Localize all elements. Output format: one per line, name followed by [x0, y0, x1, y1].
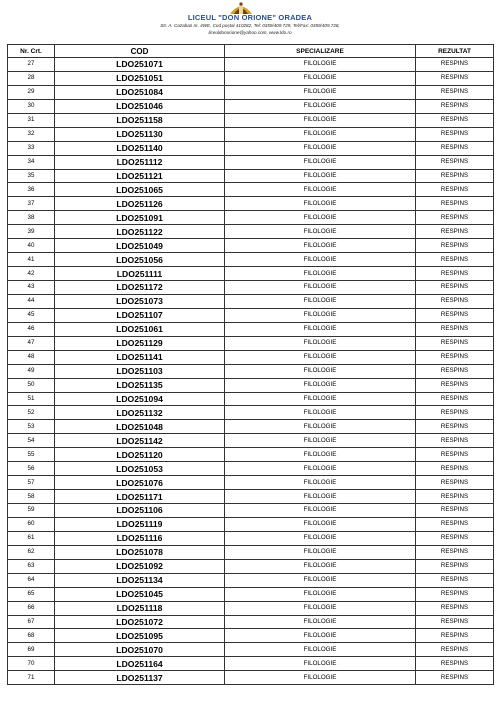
rezultat-cell: RESPINS: [416, 322, 494, 336]
specializare-cell: FILOLOGIE: [225, 490, 416, 504]
nr-cell: 38: [8, 211, 55, 225]
rezultat-cell: RESPINS: [416, 58, 494, 72]
table-row: [8, 601, 494, 615]
cod-cell: LDO251073: [55, 294, 225, 308]
cod-cell: LDO251046: [55, 99, 225, 113]
table-row: [8, 615, 494, 629]
cod-cell: LDO251103: [55, 364, 225, 378]
nr-cell: 62: [8, 545, 55, 559]
table-row: [8, 657, 494, 671]
table-row: [8, 113, 494, 127]
specializare-cell: FILOLOGIE: [225, 58, 416, 72]
cod-cell: LDO251132: [55, 406, 225, 420]
document-header: [0, 0, 500, 42]
rezultat-cell: RESPINS: [416, 169, 494, 183]
specializare-cell: FILOLOGIE: [225, 322, 416, 336]
cod-cell: LDO251065: [55, 183, 225, 197]
rezultat-cell: RESPINS: [416, 308, 494, 322]
table-row: [8, 448, 494, 462]
rezultat-cell: RESPINS: [416, 392, 494, 406]
table-row: [8, 559, 494, 573]
cod-cell: LDO251116: [55, 531, 225, 545]
cod-cell: LDO251111: [55, 267, 225, 281]
specializare-cell: FILOLOGIE: [225, 141, 416, 155]
specializare-cell: FILOLOGIE: [225, 350, 416, 364]
table-row: [8, 211, 494, 225]
table-row: [8, 504, 494, 518]
rezultat-cell: RESPINS: [416, 517, 494, 531]
nr-cell: 28: [8, 71, 55, 85]
nr-cell: 44: [8, 294, 55, 308]
rezultat-cell: RESPINS: [416, 643, 494, 657]
nr-cell: 57: [8, 476, 55, 490]
nr-cell: 65: [8, 587, 55, 601]
specializare-cell: FILOLOGIE: [225, 504, 416, 518]
table-row: [8, 545, 494, 559]
specializare-cell: FILOLOGIE: [225, 476, 416, 490]
table-row: [8, 99, 494, 113]
nr-cell: 69: [8, 643, 55, 657]
rezultat-cell: RESPINS: [416, 350, 494, 364]
cod-cell: LDO251071: [55, 58, 225, 72]
cod-cell: LDO251095: [55, 629, 225, 643]
specializare-cell: FILOLOGIE: [225, 197, 416, 211]
cod-cell: LDO251049: [55, 239, 225, 253]
specializare-cell: FILOLOGIE: [225, 448, 416, 462]
rezultat-cell: RESPINS: [416, 545, 494, 559]
table-row: [8, 169, 494, 183]
nr-cell: 31: [8, 113, 55, 127]
table-row: [8, 531, 494, 545]
table-row: [8, 85, 494, 99]
table-row: [8, 308, 494, 322]
rezultat-cell: RESPINS: [416, 197, 494, 211]
rezultat-cell: RESPINS: [416, 141, 494, 155]
cod-cell: LDO251172: [55, 281, 225, 295]
cod-cell: LDO251135: [55, 378, 225, 392]
rezultat-cell: RESPINS: [416, 615, 494, 629]
table-row: [8, 253, 494, 267]
nr-cell: 71: [8, 671, 55, 685]
table-row: [8, 643, 494, 657]
specializare-cell: FILOLOGIE: [225, 406, 416, 420]
specializare-cell: FILOLOGIE: [225, 559, 416, 573]
cod-cell: LDO251076: [55, 476, 225, 490]
table-row: [8, 71, 494, 85]
specializare-cell: FILOLOGIE: [225, 462, 416, 476]
table-row: [8, 462, 494, 476]
specializare-cell: FILOLOGIE: [225, 587, 416, 601]
school-contact: liceuldonorione@yahoo.com, www.ldo.ro: [208, 30, 292, 35]
specializare-cell: FILOLOGIE: [225, 267, 416, 281]
specializare-cell: FILOLOGIE: [225, 671, 416, 685]
cod-cell: LDO251107: [55, 308, 225, 322]
nr-cell: 42: [8, 267, 55, 281]
table-row: [8, 364, 494, 378]
specializare-cell: FILOLOGIE: [225, 517, 416, 531]
specializare-cell: FILOLOGIE: [225, 420, 416, 434]
rezultat-cell: RESPINS: [416, 99, 494, 113]
rezultat-cell: RESPINS: [416, 462, 494, 476]
cod-cell: LDO251045: [55, 587, 225, 601]
specializare-cell: FILOLOGIE: [225, 239, 416, 253]
table-row: [8, 517, 494, 531]
rezultat-cell: RESPINS: [416, 183, 494, 197]
rezultat-cell: RESPINS: [416, 294, 494, 308]
rezultat-cell: RESPINS: [416, 434, 494, 448]
rezultat-cell: RESPINS: [416, 559, 494, 573]
rezultat-cell: RESPINS: [416, 267, 494, 281]
table-row: [8, 420, 494, 434]
specializare-cell: FILOLOGIE: [225, 155, 416, 169]
specializare-cell: FILOLOGIE: [225, 99, 416, 113]
rezultat-cell: RESPINS: [416, 239, 494, 253]
specializare-cell: FILOLOGIE: [225, 253, 416, 267]
cod-cell: LDO251142: [55, 434, 225, 448]
nr-cell: 60: [8, 517, 55, 531]
rezultat-cell: RESPINS: [416, 85, 494, 99]
specializare-cell: FILOLOGIE: [225, 615, 416, 629]
specializare-cell: FILOLOGIE: [225, 601, 416, 615]
nr-cell: 30: [8, 99, 55, 113]
specializare-cell: FILOLOGIE: [225, 294, 416, 308]
nr-cell: 58: [8, 490, 55, 504]
rezultat-cell: RESPINS: [416, 490, 494, 504]
cod-cell: LDO251171: [55, 490, 225, 504]
nr-cell: 61: [8, 531, 55, 545]
nr-cell: 37: [8, 197, 55, 211]
table-row: [8, 225, 494, 239]
rezultat-cell: RESPINS: [416, 71, 494, 85]
nr-cell: 41: [8, 253, 55, 267]
nr-cell: 33: [8, 141, 55, 155]
specializare-cell: FILOLOGIE: [225, 169, 416, 183]
cod-cell: LDO251048: [55, 420, 225, 434]
nr-cell: 27: [8, 58, 55, 72]
cod-cell: LDO251126: [55, 197, 225, 211]
rezultat-cell: RESPINS: [416, 113, 494, 127]
column-header-rezultat: REZULTAT: [416, 45, 494, 58]
nr-cell: 34: [8, 155, 55, 169]
nr-cell: 59: [8, 504, 55, 518]
table-row: [8, 336, 494, 350]
rezultat-cell: RESPINS: [416, 155, 494, 169]
nr-cell: 39: [8, 225, 55, 239]
specializare-cell: FILOLOGIE: [225, 392, 416, 406]
table-row: [8, 197, 494, 211]
rezultat-cell: RESPINS: [416, 671, 494, 685]
specializare-cell: FILOLOGIE: [225, 225, 416, 239]
nr-cell: 47: [8, 336, 55, 350]
specializare-cell: FILOLOGIE: [225, 434, 416, 448]
nr-cell: 64: [8, 573, 55, 587]
table-row: [8, 322, 494, 336]
table-row: [8, 127, 494, 141]
cod-cell: LDO251158: [55, 113, 225, 127]
specializare-cell: FILOLOGIE: [225, 629, 416, 643]
rezultat-cell: RESPINS: [416, 504, 494, 518]
specializare-cell: FILOLOGIE: [225, 643, 416, 657]
nr-cell: 43: [8, 281, 55, 295]
table-row: [8, 378, 494, 392]
rezultat-cell: RESPINS: [416, 378, 494, 392]
specializare-cell: FILOLOGIE: [225, 71, 416, 85]
table-body: [8, 58, 494, 685]
specializare-cell: FILOLOGIE: [225, 183, 416, 197]
nr-cell: 45: [8, 308, 55, 322]
cod-cell: LDO251122: [55, 225, 225, 239]
nr-cell: 54: [8, 434, 55, 448]
rezultat-cell: RESPINS: [416, 364, 494, 378]
nr-cell: 68: [8, 629, 55, 643]
nr-cell: 70: [8, 657, 55, 671]
cod-cell: LDO251084: [55, 85, 225, 99]
specializare-cell: FILOLOGIE: [225, 127, 416, 141]
cod-cell: LDO251120: [55, 448, 225, 462]
nr-cell: 46: [8, 322, 55, 336]
cod-cell: LDO251118: [55, 601, 225, 615]
nr-cell: 32: [8, 127, 55, 141]
specializare-cell: FILOLOGIE: [225, 113, 416, 127]
specializare-cell: FILOLOGIE: [225, 364, 416, 378]
nr-cell: 53: [8, 420, 55, 434]
nr-cell: 48: [8, 350, 55, 364]
table-row: [8, 183, 494, 197]
specializare-cell: FILOLOGIE: [225, 531, 416, 545]
rezultat-cell: RESPINS: [416, 225, 494, 239]
specializare-cell: FILOLOGIE: [225, 545, 416, 559]
column-header-nr: Nr. Crt.: [8, 45, 55, 58]
table-row: [8, 350, 494, 364]
cod-cell: LDO251134: [55, 573, 225, 587]
table-row: [8, 267, 494, 281]
specializare-cell: FILOLOGIE: [225, 336, 416, 350]
table-row: [8, 629, 494, 643]
table-row: [8, 406, 494, 420]
column-header-specializare: SPECIALIZARE: [225, 45, 416, 58]
nr-cell: 52: [8, 406, 55, 420]
rezultat-cell: RESPINS: [416, 253, 494, 267]
table-row: [8, 434, 494, 448]
table-row: [8, 281, 494, 295]
table-row: [8, 58, 494, 72]
rezultat-cell: RESPINS: [416, 127, 494, 141]
rezultat-cell: RESPINS: [416, 476, 494, 490]
cod-cell: LDO251141: [55, 350, 225, 364]
nr-cell: 36: [8, 183, 55, 197]
nr-cell: 55: [8, 448, 55, 462]
nr-cell: 50: [8, 378, 55, 392]
cod-cell: LDO251056: [55, 253, 225, 267]
specializare-cell: FILOLOGIE: [225, 211, 416, 225]
rezultat-cell: RESPINS: [416, 573, 494, 587]
nr-cell: 40: [8, 239, 55, 253]
cod-cell: LDO251137: [55, 671, 225, 685]
cod-cell: LDO251129: [55, 336, 225, 350]
table-row: [8, 141, 494, 155]
rezultat-cell: RESPINS: [416, 629, 494, 643]
cod-cell: LDO251061: [55, 322, 225, 336]
cod-cell: LDO251092: [55, 559, 225, 573]
nr-cell: 29: [8, 85, 55, 99]
cod-cell: LDO251164: [55, 657, 225, 671]
nr-cell: 35: [8, 169, 55, 183]
rezultat-cell: RESPINS: [416, 531, 494, 545]
table-row: [8, 573, 494, 587]
cod-cell: LDO251053: [55, 462, 225, 476]
school-address: Str. A. Cazaban nr. 4WE, Cod poştal 410282, Tel: 0359/409.729, Tel/Fax: 0359/409.728,: [160, 23, 340, 28]
rezultat-cell: RESPINS: [416, 281, 494, 295]
results-table: [7, 44, 494, 685]
rezultat-cell: RESPINS: [416, 448, 494, 462]
specializare-cell: FILOLOGIE: [225, 85, 416, 99]
table-row: [8, 671, 494, 685]
nr-cell: 56: [8, 462, 55, 476]
cod-cell: LDO251112: [55, 155, 225, 169]
cod-cell: LDO251051: [55, 71, 225, 85]
nr-cell: 63: [8, 559, 55, 573]
specializare-cell: FILOLOGIE: [225, 573, 416, 587]
cod-cell: LDO251140: [55, 141, 225, 155]
rezultat-cell: RESPINS: [416, 211, 494, 225]
table-row: [8, 239, 494, 253]
cod-cell: LDO251091: [55, 211, 225, 225]
nr-cell: 49: [8, 364, 55, 378]
nr-cell: 66: [8, 601, 55, 615]
column-header-cod: COD: [55, 45, 225, 58]
table-row: [8, 476, 494, 490]
nr-cell: 51: [8, 392, 55, 406]
rezultat-cell: RESPINS: [416, 601, 494, 615]
table-row: [8, 490, 494, 504]
table-row: [8, 294, 494, 308]
rezultat-cell: RESPINS: [416, 420, 494, 434]
specializare-cell: FILOLOGIE: [225, 308, 416, 322]
specializare-cell: FILOLOGIE: [225, 281, 416, 295]
school-name: LICEUL "DON ORIONE" ORADEA: [187, 13, 313, 22]
table-row: [8, 587, 494, 601]
cod-cell: LDO251072: [55, 615, 225, 629]
cod-cell: LDO251094: [55, 392, 225, 406]
table-header-row: [8, 45, 494, 58]
cod-cell: LDO251121: [55, 169, 225, 183]
specializare-cell: FILOLOGIE: [225, 657, 416, 671]
cod-cell: LDO251070: [55, 643, 225, 657]
cod-cell: LDO251078: [55, 545, 225, 559]
cod-cell: LDO251119: [55, 517, 225, 531]
cod-cell: LDO251130: [55, 127, 225, 141]
rezultat-cell: RESPINS: [416, 336, 494, 350]
nr-cell: 67: [8, 615, 55, 629]
cod-cell: LDO251106: [55, 504, 225, 518]
specializare-cell: FILOLOGIE: [225, 378, 416, 392]
rezultat-cell: RESPINS: [416, 657, 494, 671]
table-row: [8, 155, 494, 169]
rezultat-cell: RESPINS: [416, 406, 494, 420]
rezultat-cell: RESPINS: [416, 587, 494, 601]
table-row: [8, 392, 494, 406]
